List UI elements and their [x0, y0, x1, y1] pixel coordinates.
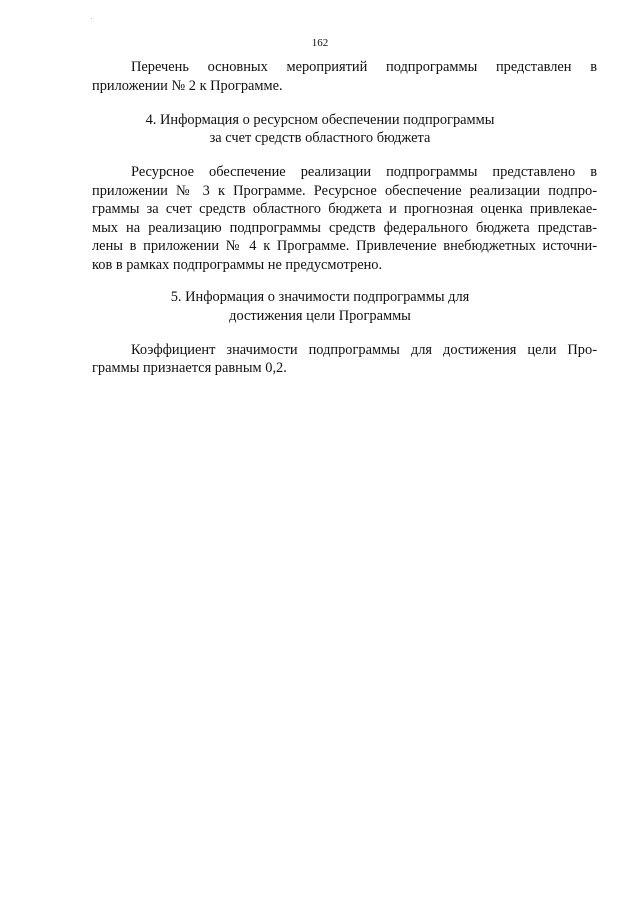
paragraph-line: лены в приложении № 4 к Программе. Привлечение внебюджетных источни- — [92, 238, 597, 254]
paragraph-line: ков в рамках подпрограммы не предусмотрено. — [92, 257, 383, 273]
paragraph-line: Перечень основных мероприятий подпрограммы представлен в — [131, 59, 597, 75]
page-number: 162 — [311, 37, 329, 49]
heading-line: за счет средств областного бюджета — [209, 130, 431, 146]
paragraph-line: Ресурсное обеспечение реализации подпрограммы представлено в — [131, 164, 597, 180]
paragraph-line: приложении № 3 к Программе. Ресурсное обеспечение реализации подпро- — [92, 183, 597, 199]
paragraph-line: граммы признается равным 0,2. — [92, 360, 287, 376]
heading-line: достижения цели Программы — [229, 308, 411, 324]
heading-line: 5. Информация о значимости подпрограммы для — [170, 289, 470, 305]
scan-speck — [91, 18, 92, 19]
paragraph-line: приложении № 2 к Программе. — [92, 78, 283, 94]
paragraph-line: Коэффициент значимости подпрограммы для достижения цели Про- — [131, 342, 597, 358]
heading-line: 4. Информация о ресурсном обеспечении подпрограммы — [145, 112, 495, 128]
paragraph-line: мых на реализацию подпрограммы средств федерального бюджета представ- — [92, 220, 597, 236]
paragraph-line: граммы за счет средств областного бюджета и прогнозная оценка привлекае- — [92, 201, 597, 217]
